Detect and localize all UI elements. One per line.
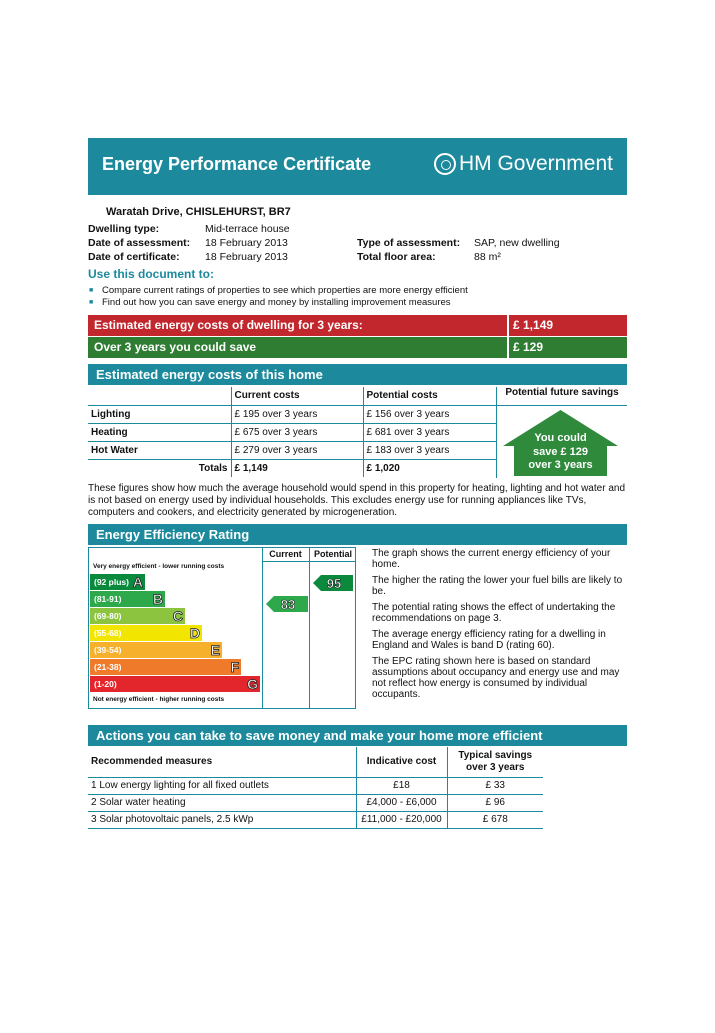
table-row <box>88 777 543 794</box>
current-rating-arrow <box>266 596 308 612</box>
typical-savings: £ 33 <box>447 777 543 794</box>
rating-band-letter: G <box>247 676 258 692</box>
rating-band-range: (69-80) <box>94 611 122 621</box>
certificate-header <box>88 138 627 195</box>
dwelling-type-label: Dwelling type: <box>88 223 160 235</box>
potential-rating-value: 95 <box>326 576 342 591</box>
indicative-cost: £11,000 - £20,000 <box>356 811 447 828</box>
totals-row <box>88 459 496 477</box>
rating-note: The EPC rating shown here is based on standard assumptions about occupancy and energy use and may not reflect how energy is consumed by individual occupants. <box>372 656 620 700</box>
table-row <box>88 794 543 811</box>
measure: 2 Solar water heating <box>88 794 356 811</box>
energy-costs-table <box>88 387 496 477</box>
rating-band-c <box>90 608 185 624</box>
current-cost: £ 195 over 3 years <box>231 405 363 423</box>
rating-band-range: (1-20) <box>94 679 117 689</box>
table-header-row <box>88 387 496 405</box>
typical-savings: £ 678 <box>447 811 543 828</box>
future-savings-text: You could save £ 129 over 3 years <box>528 432 593 471</box>
royal-crest-icon <box>434 153 456 175</box>
rating-band-letter: B <box>152 591 163 607</box>
rating-band-b <box>90 591 165 607</box>
potential-cost: £ 681 over 3 years <box>363 423 496 441</box>
property-address: Waratah Drive, CHISLEHURST, BR7 <box>106 206 291 218</box>
totals-current: £ 1,149 <box>231 459 363 477</box>
use-bullet: ■ Compare current ratings of properties to see which properties are more energy efficient <box>102 285 468 296</box>
rating-band-f <box>90 659 241 675</box>
actions-section-heading <box>88 725 627 746</box>
potential-cost: £ 156 over 3 years <box>363 405 496 423</box>
potential-cost: £ 183 over 3 years <box>363 441 496 459</box>
floor-area-value: 88 m² <box>474 251 501 263</box>
table-row <box>88 811 543 828</box>
potential-column-header: Potential <box>313 549 352 559</box>
row-name: Heating <box>88 423 231 441</box>
column-header <box>88 387 231 405</box>
savings-value: £ 129 <box>513 340 544 354</box>
typical-savings: £ 96 <box>447 794 543 811</box>
column-header: Current costs <box>231 387 363 405</box>
hm-government-text: HM Government <box>458 152 613 175</box>
table-row <box>88 441 496 459</box>
savings-label: Over 3 years you could save <box>94 340 257 354</box>
rating-band-range: (21-38) <box>94 662 122 672</box>
rating-band-g <box>90 676 260 692</box>
table-row <box>88 423 496 441</box>
potential-rating-arrow <box>313 575 353 591</box>
totals-label: Totals <box>198 462 228 474</box>
assessment-date-value: 18 February 2013 <box>205 237 288 249</box>
column-header: Indicative cost <box>356 747 447 777</box>
rating-band-letter: C <box>172 608 183 624</box>
rating-band-letter: E <box>210 642 220 658</box>
totals-potential: £ 1,020 <box>363 459 496 477</box>
certificate-date-label: Date of certificate: <box>88 251 180 263</box>
dwelling-type-value: Mid-terrace house <box>205 223 290 235</box>
estimated-cost-value: £ 1,149 <box>513 318 554 332</box>
rating-section-heading <box>88 524 627 545</box>
costs-explanation: These figures show how much the average household would spend in this property for heating, lighting and hot water and is not based on energy used by individual households. This excludes energy use for running appliances like TVs, computers and cookers, and electricity generated by microgeneration. <box>88 483 626 518</box>
rating-band-letter: D <box>189 625 200 641</box>
rating-note: The higher the rating the lower your fuel bills are likely to be. <box>372 575 623 597</box>
rating-band-range: (92 plus) <box>94 577 129 587</box>
rating-heading-text: Energy Efficiency Rating <box>96 527 250 542</box>
rating-note: The potential rating shows the effect of undertaking the recommendations on page 3. <box>372 602 616 624</box>
certificate-title: Energy Performance Certificate <box>102 154 372 174</box>
hm-government-logo <box>434 152 613 176</box>
costs-heading-text: Estimated energy costs of this home <box>96 367 323 382</box>
rating-band-range: (39-54) <box>94 645 122 655</box>
rating-band-range: (81-91) <box>94 594 122 604</box>
indicative-cost: £18 <box>356 777 447 794</box>
column-header: Typical savings over 3 years <box>447 747 543 777</box>
rating-band-range: (55-68) <box>94 628 122 638</box>
top-efficiency-note: Very energy efficient - lower running costs <box>93 563 225 570</box>
savings-band <box>88 337 627 358</box>
use-bullet: ■ Find out how you can save energy and money by installing improvement measures <box>102 297 451 308</box>
estimated-cost-band <box>88 315 627 336</box>
rating-note: The average energy efficiency rating for a dwelling in England and Wales is band D (rating 60). <box>372 629 606 651</box>
future-savings-heading: Potential future savings <box>505 387 619 398</box>
estimated-cost-label: Estimated energy costs of dwelling for 3 years: <box>94 318 363 332</box>
rating-band-e <box>90 642 222 658</box>
current-cost: £ 279 over 3 years <box>231 441 363 459</box>
floor-area-label: Total floor area: <box>357 251 436 263</box>
current-column-header: Current <box>269 549 302 559</box>
use-document-heading: Use this document to: <box>88 267 215 281</box>
current-rating-value: 83 <box>280 597 296 612</box>
rating-band-d <box>90 625 202 641</box>
assessment-date-label: Date of assessment: <box>88 237 191 249</box>
measure: 3 Solar photovoltaic panels, 2.5 kWp <box>88 811 356 828</box>
certificate-date-value: 18 February 2013 <box>205 251 288 263</box>
rating-band-a <box>90 574 145 590</box>
row-name: Hot Water <box>88 441 231 459</box>
assessment-type-value: SAP, new dwelling <box>474 237 560 249</box>
current-cost: £ 675 over 3 years <box>231 423 363 441</box>
indicative-cost: £4,000 - £6,000 <box>356 794 447 811</box>
assessment-type-label: Type of assessment: <box>357 237 461 249</box>
actions-heading-text: Actions you can take to save money and make your home more efficient <box>96 728 543 743</box>
column-header: Recommended measures <box>88 747 356 777</box>
recommended-measures-table <box>88 747 543 829</box>
row-name: Lighting <box>88 405 231 423</box>
measure: 1 Low energy lighting for all fixed outlets <box>88 777 356 794</box>
costs-section-heading <box>88 364 627 385</box>
bottom-efficiency-note: Not energy efficient - higher running costs <box>93 696 225 703</box>
rating-band-letter: F <box>230 659 239 675</box>
table-header-row <box>88 747 543 777</box>
rating-note: The graph shows the current energy efficiency of your home. <box>372 548 611 570</box>
column-header: Potential costs <box>363 387 496 405</box>
table-row <box>88 405 496 423</box>
rating-band-letter: A <box>132 574 143 590</box>
